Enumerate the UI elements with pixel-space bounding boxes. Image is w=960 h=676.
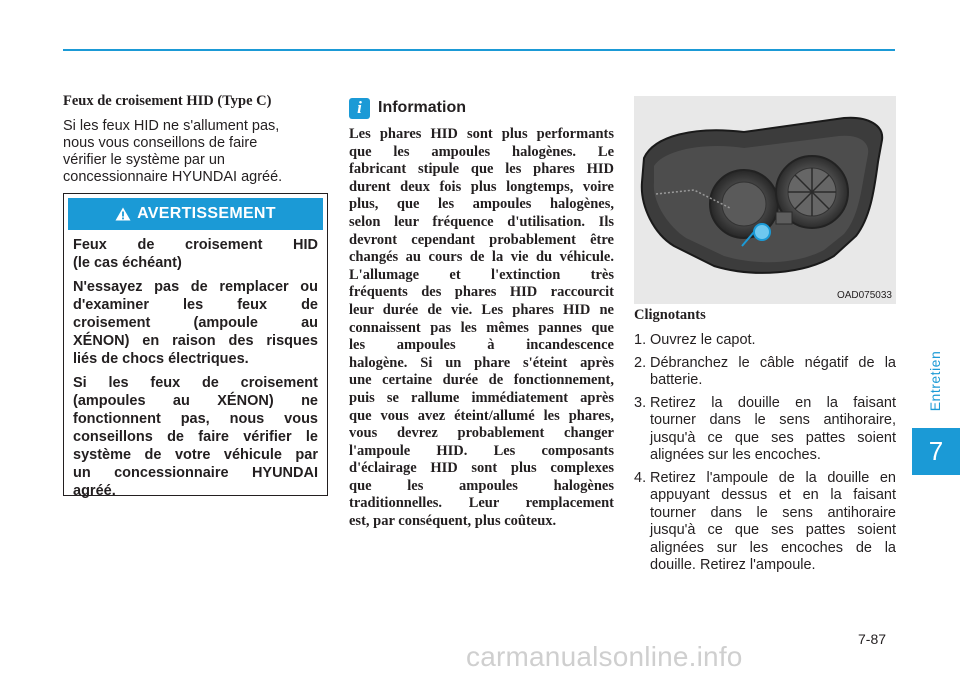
warning-paragraph: Feux de croisement HID (le cas échéant) [73, 237, 318, 271]
hid-heading: Feux de croisement HID (Type C) [63, 93, 272, 109]
turn-signals-heading: Clignotants [634, 307, 706, 323]
warning-paragraph: Si les feux de croisement (ampoules au XÉNON) ne fonctionnent pas, nous vous conseillons de faire vérifier le système de votre véhicule par un concessionnaire HYUNDAI agréé. [73, 375, 318, 499]
watermark: carmanualsonline.info [466, 641, 743, 672]
step-item: 2. Débranchez le câble négatif de la batterie. [634, 354, 896, 388]
hid-intro-text: Si les feux HID ne s'allument pas, nous vous conseillons de faire vérifier le système par un concessionnaire HYUNDAI agréé. [63, 118, 283, 185]
hid-intro-section [63, 93, 328, 186]
information-header [349, 96, 614, 120]
information-body: Les phares HID sont plus performants que les ampoules halogènes. Le fabricant stipule que les phares HID durent deux fois plus longtemps, voire plus, que les ampoules halogènes, selon leur fréquence d'utilisation. Ils devront cependant probablement être changés au cours de la vie du véhicule. L'allumage et l'extinction très fréquents des phares HID raccourcit leur durée de vie. Les phares HID ne connaissent pas les mêmes pannes que les ampoules à incandescence halogène. Si un phare s'éteint après une certaine durée de fonctionnement, puis se rallume immédiatement après que vous avez éteint/allumé les phares, vous devrez probablement changer l'ampoule HID. Les composants d'éclairage HID sont plus complexes que les ampoules halogènes traditionnelles. Leur remplacement est, par conséquent, plus coûteux. [349, 126, 614, 530]
headlamp-illustration [634, 96, 896, 304]
warning-box [63, 193, 328, 499]
section-label [920, 345, 950, 425]
figure-caption: OAD075033 [836, 290, 892, 301]
step-item: 1. Ouvrez le capot. [634, 332, 756, 348]
turn-signals-section [634, 307, 896, 580]
chapter-tab: 7 [912, 428, 960, 475]
top-rule [63, 49, 895, 51]
step-item: 3. Retirez la douille en la faisant tourner dans le sens antihoraire, jusqu'à ce que ses pattes soient alignées sur les encoches. [634, 394, 896, 463]
information-section [349, 96, 614, 531]
page-number: 7-87 [858, 631, 887, 647]
warning-header [68, 198, 323, 230]
warning-body [64, 230, 327, 500]
section-label-text: Entretien [927, 350, 943, 412]
info-icon: i [349, 98, 370, 119]
warning-title: AVERTISSEMENT [137, 205, 276, 222]
step-item: 4. Retirez l'ampoule de la douille en appuyant dessus et en la faisant tourner dans le sens antihoraire jusqu'à ce que ses pattes soient alignées sur les encoches de la douille. Retirez l'ampoule. [634, 469, 896, 573]
warning-triangle-icon [115, 207, 131, 221]
information-title: Information [378, 99, 466, 116]
headlamp-photo [634, 96, 896, 304]
steps-list [634, 332, 896, 575]
warning-paragraph: N'essayez pas de remplacer ou d'examiner les feux de croisement (ampoule au XÉNON) en raison des risques liés de chocs électriques. [73, 279, 318, 367]
